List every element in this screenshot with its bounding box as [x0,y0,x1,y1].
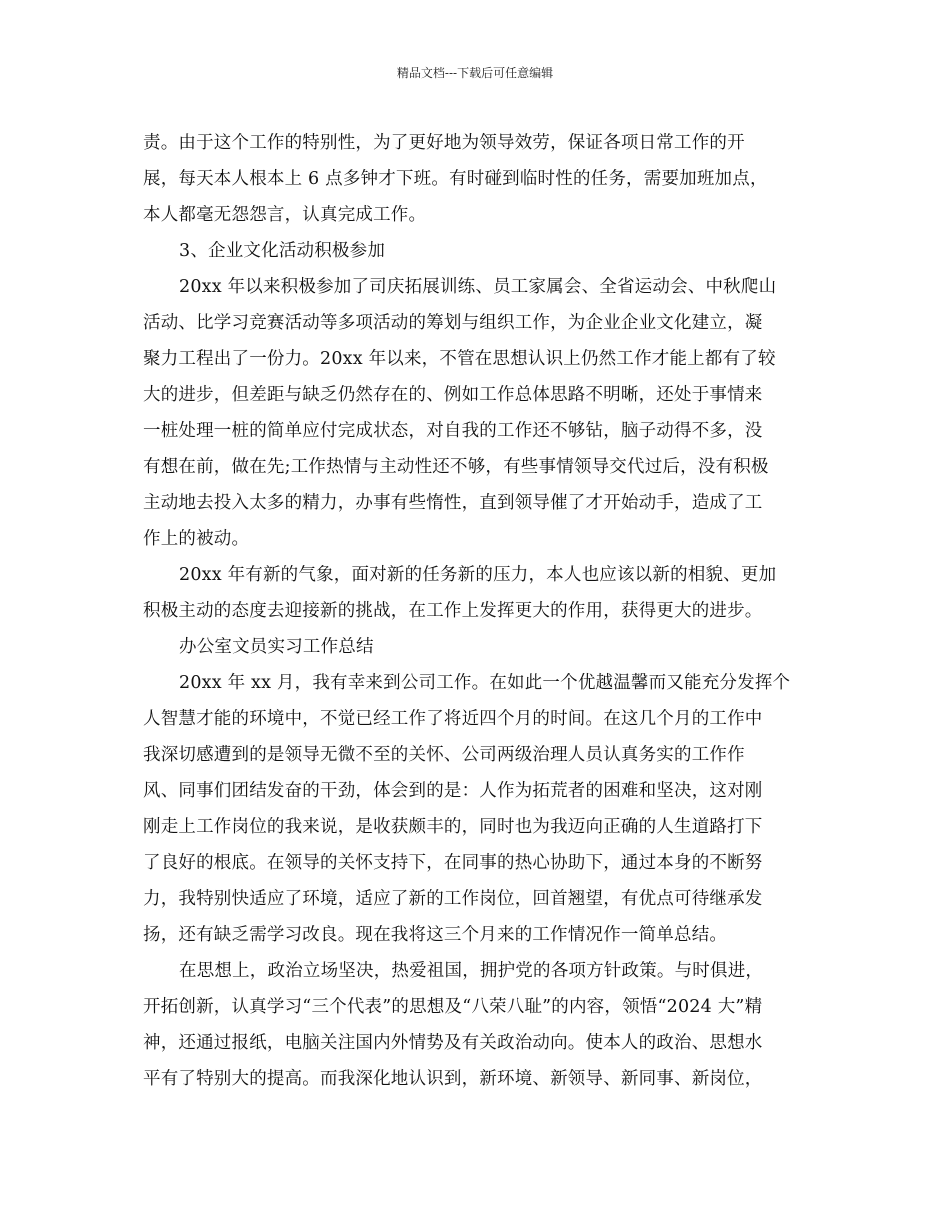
text-line: 20xx 年以来积极参加了司庆拓展训练、员工家属会、全省运动会、中秋爬山 [179,277,777,297]
text-line: 责。由于这个工作的特别性，为了更好地为领导效劳，保证各项日常工作的开 [143,133,745,153]
text-line: 有想在前，做在先;工作热情与主动性还不够，有些事情领导交代过后，没有积极 [143,457,769,477]
text-line: 开拓创新，认真学习“三个代表”的思想及“八荣八耻”的内容，领悟“2024 大”精 [143,997,763,1017]
text-line: 20xx 年 xx 月，我有幸来到公司工作。在如此一个优越温馨而又能充分发挥个 [179,673,791,693]
text-line: 在思想上，政治立场坚决，热爱祖国，拥护党的各项方针政策。与时俱进， [179,961,764,981]
text-line: 作上的被动。 [143,529,250,549]
text-line: 展，每天本人根本上 6 点多钟才下班。有时碰到临时性的任务，需要加班加点， [143,169,768,189]
text-line: 我深切感遭到的是领导无微不至的关怀、公司两级治理人员认真务实的工作作 [143,745,745,765]
text-line: 3、企业文化活动积极参加 [179,241,386,261]
text-line: 平有了特别大的提高。而我深化地认识到，新环境、新领导、新同事、新岗位， [143,1069,763,1089]
text-line: 办公室文员实习工作总结 [179,637,374,657]
document-body [143,125,808,1097]
text-line: 积极主动的态度去迎接新的挑战，在工作上发挥更大的作用，获得更大的进步。 [143,601,763,621]
text-line: 主动地去投入太多的精力，办事有些惰性，直到领导催了才开始动手，造成了工 [143,493,763,513]
text-line: 人智慧才能的环境中，不觉已经工作了将近四个月的时间。在这几个月的工作中 [143,709,763,729]
text-line: 本人都毫无怨怨言，认真完成工作。 [143,205,427,225]
text-line: 一桩处理一桩的简单应付完成状态，对自我的工作还不够钻，脑子动得不多，没 [143,421,763,441]
page-header: 精品文档---下载后可任意编辑 [396,66,554,80]
text-line: 20xx 年有新的气象，面对新的任务新的压力，本人也应该以新的相貌、更加 [179,565,777,585]
text-line: 大的进步，但差距与缺乏仍然存在的、例如工作总体思路不明晰，还处于事情来 [143,385,763,405]
text-line: 聚力工程出了一份力。20xx 年以来，不管在思想认识上仍然工作才能上都有了较 [143,349,776,369]
text-line: 了良好的根底。在领导的关怀支持下，在同事的热心协助下，通过本身的不断努 [143,853,763,873]
text-line: 风、同事们团结发奋的干劲，体会到的是：人作为拓荒者的困难和坚决，这对刚 [143,781,763,801]
text-line: 扬，还有缺乏需学习改良。现在我将这三个月来的工作情况作一简单总结。 [143,925,728,945]
text-line: 力，我特别快适应了环境，适应了新的工作岗位，回首翘望，有优点可待继承发 [143,889,763,909]
text-line: 刚走上工作岗位的我来说，是收获颇丰的，同时也为我迈向正确的人生道路打下 [143,817,763,837]
text-line: 活动、比学习竞赛活动等多项活动的筹划与组织工作，为企业企业文化建立，凝 [143,313,763,333]
text-line: 神，还通过报纸，电脑关注国内外情势及有关政治动向。使本人的政治、思想水 [143,1033,763,1053]
